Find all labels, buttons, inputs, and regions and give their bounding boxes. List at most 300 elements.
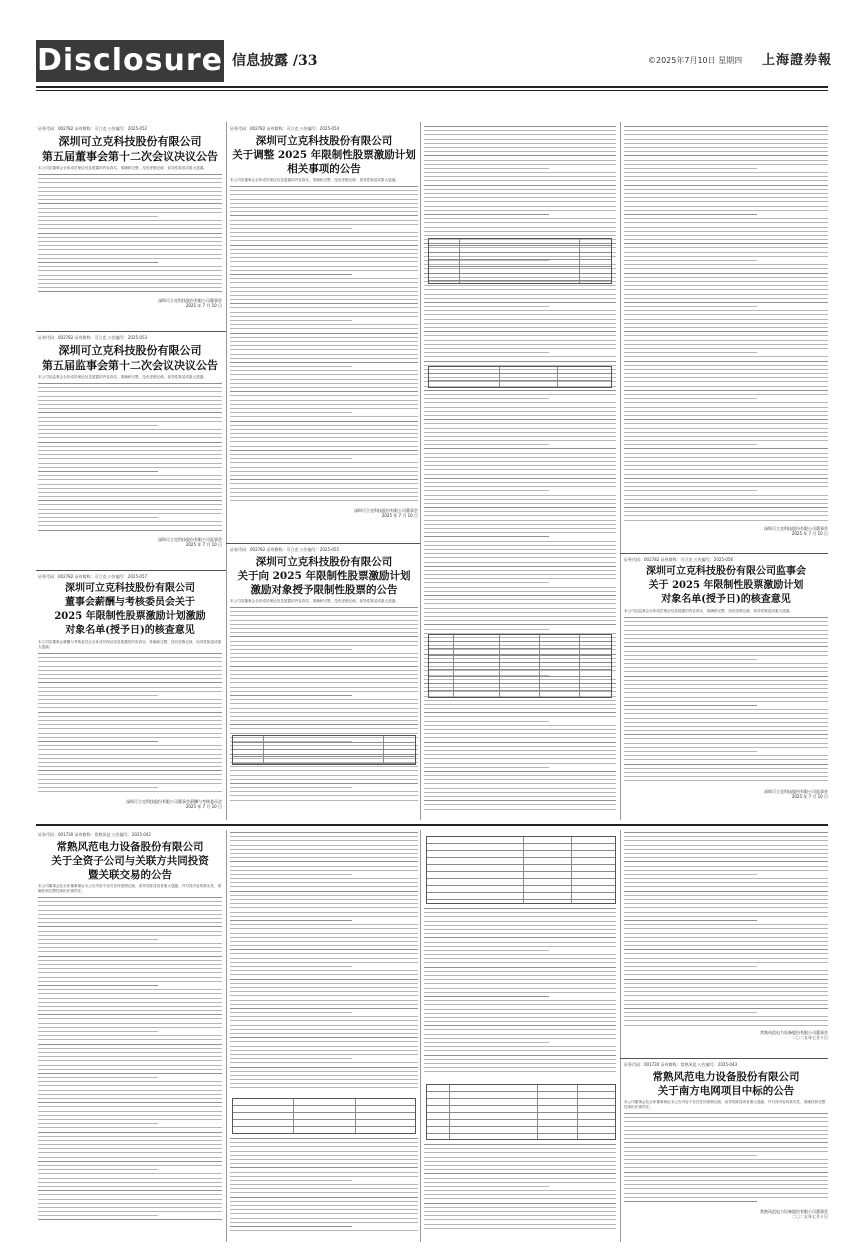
text-line <box>230 467 418 468</box>
text-line <box>230 703 418 704</box>
text-line <box>230 228 352 229</box>
text-line <box>624 1130 828 1131</box>
article-meta: 证券代码：002782 证券简称：可立克 公告编号：2025-053 <box>38 335 148 340</box>
article-continuation <box>624 832 828 1054</box>
text-line <box>624 348 828 349</box>
article-signature: 二〇二五年七月十日 <box>792 1214 828 1219</box>
text-line <box>230 620 418 621</box>
text-line <box>424 348 616 349</box>
text-line <box>424 147 616 148</box>
text-line <box>230 1151 418 1152</box>
text-line <box>624 499 828 500</box>
text-line <box>624 907 828 908</box>
text-line <box>424 1059 616 1060</box>
text-line <box>230 800 418 801</box>
text-line <box>624 853 828 854</box>
article-intro: 本公司及董事会全体成员保证信息披露的内容真实、准确和完整，没有虚假记载、误导性陈述或重大遗漏。 <box>230 178 399 182</box>
article-meta: 证券代码：002782 证券简称：可立克 公告编号：2025-056 <box>624 557 734 562</box>
article-signature: 2025 年 7 月 10 日 <box>791 531 828 536</box>
text-line <box>38 1173 222 1174</box>
text-line <box>38 1165 222 1166</box>
text-line <box>38 901 222 902</box>
text-line <box>230 1172 418 1173</box>
text-line <box>230 1020 418 1021</box>
text-line <box>624 227 828 228</box>
article-grant-announcement <box>230 547 418 820</box>
text-line <box>38 1094 222 1095</box>
data-table <box>428 634 612 698</box>
text-line <box>230 475 418 476</box>
text-line <box>624 1020 828 1021</box>
text-line <box>424 1219 616 1220</box>
text-line <box>624 440 828 441</box>
text-line <box>230 699 418 700</box>
text-line <box>624 235 828 236</box>
text-line <box>424 448 616 449</box>
text-line <box>38 939 158 940</box>
text-line <box>38 228 222 229</box>
article-signature: 2025 年 7 月 10 日 <box>381 513 418 518</box>
text-line <box>424 788 616 789</box>
text-line <box>230 870 418 871</box>
text-line <box>38 926 222 927</box>
text-line <box>424 1186 549 1187</box>
text-line <box>38 935 222 936</box>
text-line <box>230 416 418 417</box>
text-line <box>230 496 418 497</box>
text-line <box>38 458 222 459</box>
text-line <box>38 212 222 213</box>
text-line <box>38 674 222 675</box>
text-line <box>38 237 222 238</box>
text-line <box>230 462 418 463</box>
text-line <box>624 987 828 988</box>
text-line <box>624 398 757 399</box>
text-line <box>624 1004 828 1005</box>
text-line <box>38 1102 222 1103</box>
text-line <box>424 340 616 341</box>
text-line <box>424 929 616 930</box>
text-line <box>230 441 418 442</box>
text-line <box>38 745 222 746</box>
text-line <box>624 655 828 656</box>
text-line <box>624 1147 828 1148</box>
text-line <box>230 479 418 480</box>
text-line <box>38 749 222 750</box>
text-line <box>624 386 828 387</box>
text-line <box>624 172 828 173</box>
article-meta: 证券代码：002782 证券简称：可立克 公告编号：2025-054 <box>230 126 340 131</box>
article-supervisory-opinion <box>624 557 828 820</box>
text-line <box>38 910 222 911</box>
text-line <box>38 446 222 447</box>
text-line <box>424 536 549 537</box>
text-line <box>424 1215 616 1216</box>
section-title: 信息披露 /33 <box>232 53 318 69</box>
text-line <box>424 319 616 320</box>
text-line <box>230 236 418 237</box>
article-divider <box>620 553 828 554</box>
text-line <box>230 682 418 683</box>
text-line <box>624 916 828 917</box>
text-line <box>424 1211 616 1212</box>
text-line <box>624 436 828 437</box>
text-line <box>424 591 616 592</box>
text-line <box>624 663 828 664</box>
text-line <box>624 356 828 357</box>
text-line <box>624 1117 828 1118</box>
text-line <box>38 914 222 915</box>
text-line <box>38 993 222 994</box>
text-line <box>424 503 616 504</box>
text-line <box>230 333 418 334</box>
text-line <box>424 1021 616 1022</box>
text-line <box>230 1079 418 1080</box>
article-title-line: 董事会薪酬与考核委员会关于 <box>65 597 195 608</box>
text-line <box>624 168 757 169</box>
article-intro: 本公司及董事会薪酬与考核委员会全体成员保证信息披露的内容真实、准确和完整，没有虚假记载、误导性陈述或重大遗漏。 <box>38 640 222 649</box>
text-line <box>230 624 418 625</box>
text-line <box>38 1052 222 1053</box>
text-line <box>424 507 616 508</box>
text-line <box>38 1035 222 1036</box>
text-line <box>230 1218 418 1219</box>
text-line <box>230 492 418 493</box>
text-line <box>424 1063 616 1064</box>
text-line <box>624 983 828 984</box>
text-line <box>624 298 828 299</box>
text-line <box>230 1025 418 1026</box>
text-line <box>230 433 418 434</box>
text-line <box>624 1163 828 1164</box>
text-line <box>424 700 616 701</box>
text-line <box>424 553 616 554</box>
text-line <box>424 624 616 625</box>
brand-text: Disclosure <box>36 43 224 78</box>
text-line <box>38 787 158 788</box>
text-line <box>424 1000 616 1001</box>
text-line <box>230 1071 418 1072</box>
text-line <box>624 197 828 198</box>
text-line <box>38 191 222 192</box>
text-line <box>230 207 418 208</box>
text-line <box>230 274 352 275</box>
text-line <box>624 701 828 702</box>
text-line <box>230 641 418 642</box>
text-line <box>624 730 828 731</box>
text-line <box>624 743 828 744</box>
text-line <box>424 587 616 588</box>
text-line <box>424 1071 616 1072</box>
article-signature: 深圳可立克科技股份有限公司董事会 <box>354 508 418 513</box>
text-line <box>230 653 418 654</box>
text-line <box>230 245 418 246</box>
text-line <box>230 1029 418 1030</box>
text-line <box>624 755 828 756</box>
text-line <box>230 891 418 892</box>
article-title-line: 第五届监事会第十二次会议决议公告 <box>42 359 218 372</box>
text-line <box>38 733 222 734</box>
text-line <box>38 1144 222 1145</box>
text-line <box>424 725 616 726</box>
text-line <box>424 415 616 416</box>
text-line <box>230 795 418 796</box>
text-line <box>424 809 616 810</box>
text-line <box>424 599 616 600</box>
text-line <box>424 1198 616 1199</box>
text-line <box>230 270 418 271</box>
text-line <box>624 381 828 382</box>
text-line <box>230 1167 418 1168</box>
text-line <box>424 729 616 730</box>
text-line <box>424 314 616 315</box>
article-body <box>38 174 222 298</box>
text-line <box>230 404 418 405</box>
text-line <box>424 1148 616 1149</box>
text-line <box>624 457 828 458</box>
text-line <box>624 1184 828 1185</box>
text-line <box>424 912 616 913</box>
text-line <box>424 716 616 717</box>
text-line <box>230 1213 418 1214</box>
text-line <box>38 1031 158 1032</box>
article-intro: 本公司及监事会全体成员保证信息披露的内容真实、准确和完整，没有虚假记载、误导性陈述或重大遗漏。 <box>38 375 207 379</box>
article-meta: 证券代码：002782 证券简称：可立克 公告编号：2025-057 <box>38 574 148 579</box>
text-line <box>230 895 418 896</box>
text-line <box>624 176 828 177</box>
article-title-line: 深圳可立克科技股份有限公司 <box>58 135 202 148</box>
text-line <box>230 232 418 233</box>
text-line <box>38 666 222 667</box>
text-line <box>230 1188 418 1189</box>
text-line <box>38 998 222 999</box>
text-line <box>624 966 757 967</box>
article-title-line: 深圳可立克科技股份有限公司 <box>65 583 195 594</box>
text-line <box>424 921 616 922</box>
text-line <box>230 1226 352 1227</box>
text-line <box>230 500 418 501</box>
text-line <box>38 707 222 708</box>
text-line <box>38 245 222 246</box>
text-line <box>230 354 418 355</box>
text-line <box>424 1169 616 1170</box>
text-line <box>424 402 616 403</box>
text-line <box>624 1201 757 1202</box>
text-line <box>38 488 222 489</box>
text-line <box>424 746 616 747</box>
text-line <box>624 1172 828 1173</box>
article-body <box>38 383 222 537</box>
text-line <box>230 483 418 484</box>
text-line <box>230 1062 418 1063</box>
text-line <box>624 189 828 190</box>
text-line <box>424 758 616 759</box>
text-line <box>624 423 828 424</box>
text-line <box>424 1050 616 1051</box>
text-line <box>38 691 222 692</box>
text-line <box>38 1119 222 1120</box>
text-line <box>624 394 828 395</box>
text-line <box>624 486 828 487</box>
text-line <box>424 294 616 295</box>
text-line <box>38 383 222 384</box>
text-line <box>38 262 158 263</box>
article-title-line: 常熟风范电力设备股份有限公司 <box>652 1071 800 1083</box>
text-line <box>230 224 418 225</box>
article-signature: 2025 年 7 月 10 日 <box>185 542 222 547</box>
text-line <box>230 645 418 646</box>
text-line <box>624 1126 828 1127</box>
text-line <box>624 377 828 378</box>
text-line <box>230 666 418 667</box>
text-line <box>38 1039 222 1040</box>
article-intro: 本公司及董事会全体成员保证信息披露的内容真实、准确和完整，没有虚假记载、误导性陈述或重大遗漏。 <box>230 599 399 603</box>
text-line <box>38 412 222 413</box>
text-line <box>230 312 418 313</box>
text-line <box>424 390 616 391</box>
text-line <box>624 243 828 244</box>
text-line <box>424 461 616 462</box>
text-line <box>624 428 828 429</box>
text-line <box>624 201 828 202</box>
text-line <box>230 979 418 980</box>
text-line <box>38 249 222 250</box>
text-line <box>38 417 222 418</box>
text-line <box>424 771 616 772</box>
article-grid-bid <box>624 1062 828 1238</box>
text-line <box>230 611 418 612</box>
text-line <box>624 478 828 479</box>
text-line <box>38 1056 222 1057</box>
text-line <box>624 323 828 324</box>
text-line <box>624 1113 828 1114</box>
text-line <box>424 180 616 181</box>
text-line <box>424 1157 616 1158</box>
text-line <box>624 503 828 504</box>
text-line <box>624 1138 828 1139</box>
text-line <box>424 1165 616 1166</box>
data-table <box>428 366 612 388</box>
text-line <box>230 691 418 692</box>
text-line <box>424 419 616 420</box>
text-line <box>230 303 418 304</box>
text-line <box>424 804 616 805</box>
text-line <box>624 941 828 942</box>
text-line <box>624 407 828 408</box>
text-line <box>424 436 616 437</box>
text-line <box>230 186 418 187</box>
text-line <box>424 1182 616 1183</box>
text-line <box>624 515 828 516</box>
article-signature: 常熟风范电力设备股份有限公司董事会 <box>760 1209 828 1214</box>
text-line <box>624 474 828 475</box>
text-line <box>230 899 418 900</box>
text-line <box>624 747 828 748</box>
text-line <box>38 174 222 175</box>
text-line <box>424 1029 616 1030</box>
text-line <box>424 775 616 776</box>
text-line <box>624 920 757 921</box>
text-line <box>38 433 222 434</box>
text-line <box>624 836 828 837</box>
text-line <box>624 962 828 963</box>
text-line <box>38 484 222 485</box>
text-line <box>624 239 828 240</box>
text-line <box>424 1009 616 1010</box>
text-line <box>38 1111 222 1112</box>
article-body <box>230 607 418 807</box>
text-line <box>230 337 418 338</box>
text-line <box>230 1058 352 1059</box>
text-line <box>424 193 616 194</box>
text-line <box>624 185 828 186</box>
text-line <box>424 218 616 219</box>
text-line <box>424 160 616 161</box>
text-line <box>38 500 222 501</box>
text-line <box>230 916 418 917</box>
text-line <box>230 257 418 258</box>
text-line <box>230 937 418 938</box>
text-line <box>230 712 418 713</box>
text-line <box>230 983 418 984</box>
text-line <box>424 779 616 780</box>
text-line <box>424 327 616 328</box>
text-line <box>38 931 222 932</box>
text-line <box>38 905 222 906</box>
text-line <box>230 1176 418 1177</box>
text-line <box>424 440 616 441</box>
text-line <box>424 721 549 722</box>
text-line <box>38 387 222 388</box>
text-line <box>38 199 222 200</box>
text-line <box>230 974 418 975</box>
text-line <box>624 273 828 274</box>
text-line <box>230 1037 418 1038</box>
text-line <box>624 252 828 253</box>
text-line <box>230 328 418 329</box>
text-line <box>230 958 418 959</box>
text-line <box>624 630 828 631</box>
text-line <box>624 306 757 307</box>
text-line <box>38 1152 222 1153</box>
text-line <box>38 1060 222 1061</box>
text-line <box>624 1188 828 1189</box>
text-line <box>624 294 828 295</box>
text-line <box>624 247 828 248</box>
article-body <box>624 126 828 526</box>
article-body <box>624 617 828 789</box>
article-signature: 2025 年 7 月 10 日 <box>185 804 222 809</box>
text-line <box>38 1169 158 1170</box>
text-line <box>230 1087 418 1088</box>
text-line <box>624 945 828 946</box>
text-line <box>230 454 418 455</box>
text-line <box>38 678 222 679</box>
text-line <box>230 299 418 300</box>
text-line <box>624 1176 828 1177</box>
text-line <box>230 840 418 841</box>
text-line <box>38 220 222 221</box>
text-line <box>624 218 828 219</box>
text-line <box>624 953 828 954</box>
text-line <box>424 411 616 412</box>
article-title-line: 关于全资子公司与关联方共同投资 <box>51 855 209 867</box>
text-line <box>230 628 418 629</box>
text-line <box>424 197 616 198</box>
text-line <box>38 429 222 430</box>
text-line <box>38 1018 222 1019</box>
text-line <box>38 467 222 468</box>
